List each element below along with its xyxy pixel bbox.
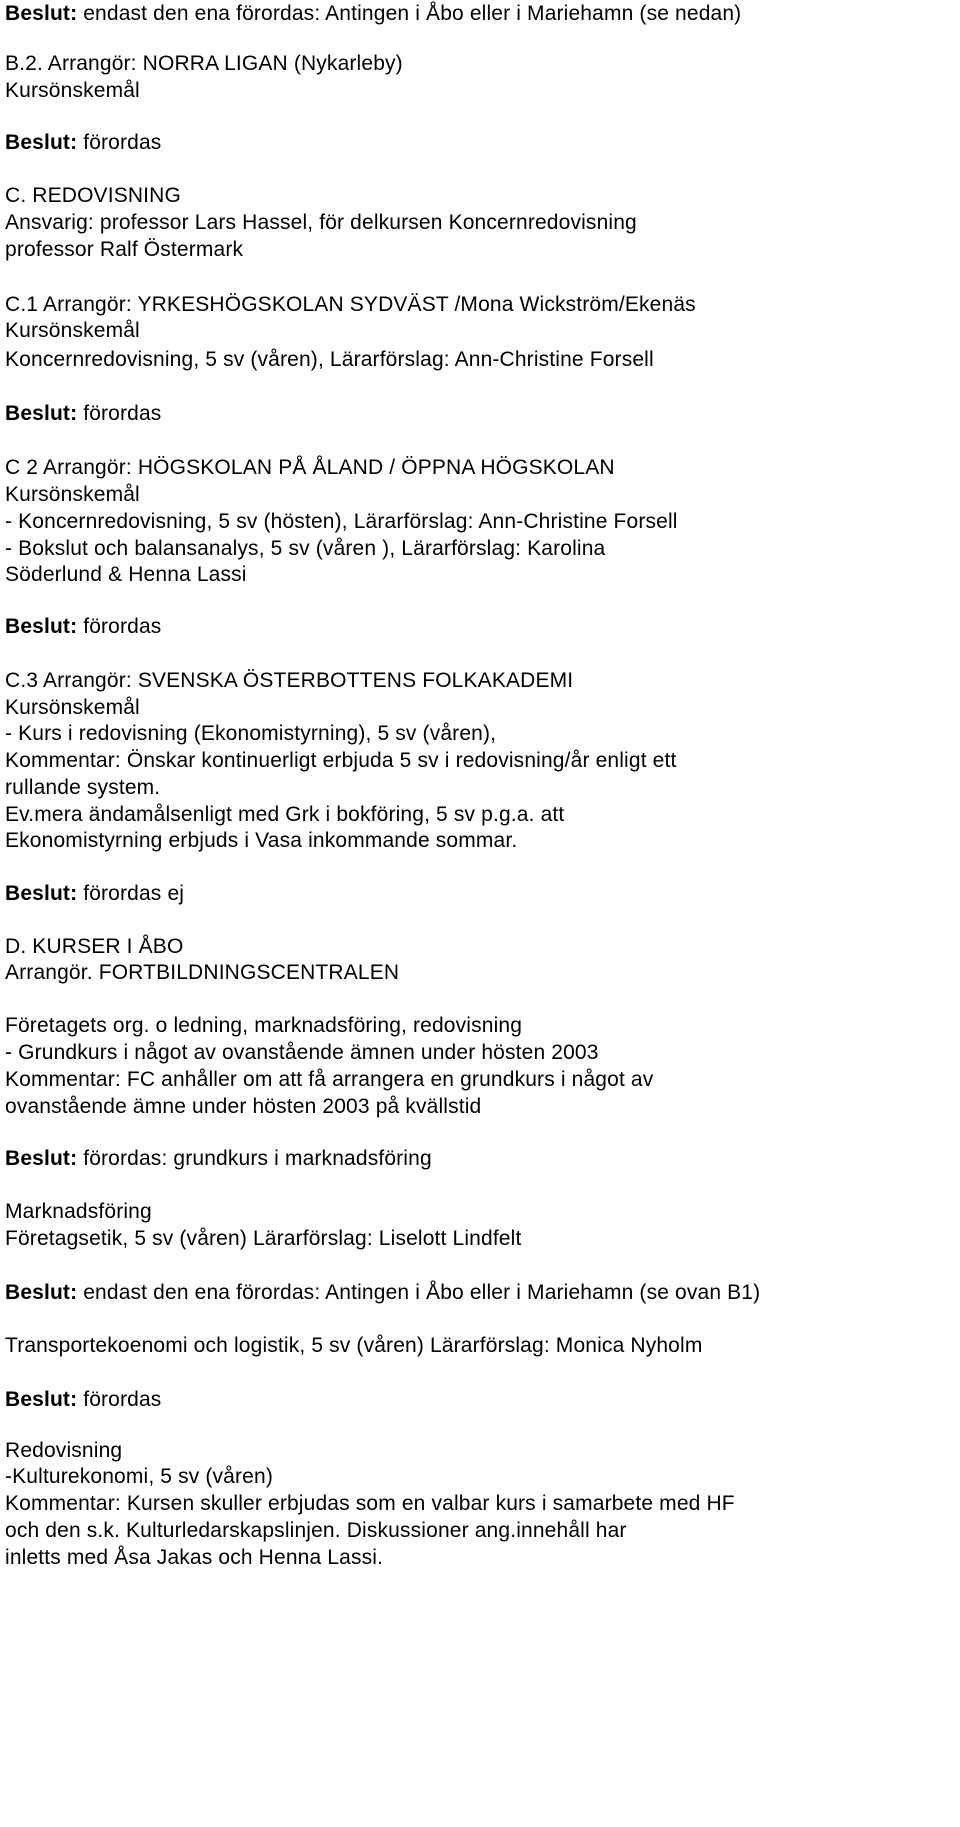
line-text: förordas: grundkurs i marknadsföring	[77, 1147, 432, 1170]
line-text: Kursönskemål	[5, 79, 140, 102]
decision-label: Beslut:	[5, 882, 78, 905]
line-text: -Kulturekonomi, 5 sv (våren)	[5, 1465, 273, 1488]
line-text: Söderlund & Henna Lassi	[5, 563, 247, 586]
decision-label: Beslut:	[5, 615, 78, 638]
decision-line	[5, 614, 161, 640]
text-line	[5, 509, 678, 535]
line-text: förordas	[77, 402, 162, 425]
line-text: D. KURSER I ÅBO	[5, 935, 184, 958]
section-heading	[5, 292, 696, 318]
line-text: förordas	[77, 615, 162, 638]
decision-label: Beslut:	[5, 1147, 78, 1170]
decision-line	[5, 401, 161, 427]
text-line	[5, 210, 637, 236]
line-text: Kursönskemål	[5, 319, 140, 342]
text-line	[5, 1094, 481, 1120]
text-line	[5, 318, 140, 344]
decision-label: Beslut:	[5, 402, 78, 425]
decision-line	[5, 1, 741, 27]
line-text: inletts med Åsa Jakas och Henna Lassi.	[5, 1546, 384, 1569]
line-text: Kommentar: Kursen skuller erbjudas som en valbar kurs i samarbete med HF	[5, 1492, 735, 1515]
line-text: Företagets org. o ledning, marknadsföring, redovisning	[5, 1014, 523, 1037]
line-text: förordas	[77, 1388, 162, 1411]
line-text: C. REDOVISNING	[5, 184, 181, 207]
line-text: professor Ralf Östermark	[5, 238, 244, 261]
section-heading	[5, 51, 403, 77]
section-heading	[5, 1438, 122, 1464]
section-heading	[5, 668, 573, 694]
text-line	[5, 1067, 653, 1093]
text-line	[5, 1491, 735, 1517]
decision-label: Beslut:	[5, 1281, 78, 1304]
line-text: - Bokslut och balansanalys, 5 sv (våren ), Lärarförslag: Karolina	[5, 537, 606, 560]
decision-line	[5, 1146, 432, 1172]
line-text: rullande system.	[5, 776, 161, 799]
decision-label: Beslut:	[5, 131, 78, 154]
line-text: C.1 Arrangör: YRKESHÖGSKOLAN SYDVÄST /Mona Wickström/Ekenäs	[5, 293, 696, 316]
line-text: Kursönskemål	[5, 483, 140, 506]
line-text: Företagsetik, 5 sv (våren) Lärarförslag: Liselott Lindfelt	[5, 1227, 522, 1250]
decision-label: Beslut:	[5, 1388, 78, 1411]
text-line	[5, 562, 247, 588]
decision-line	[5, 881, 184, 907]
line-text: förordas	[77, 131, 162, 154]
text-line	[5, 1226, 521, 1252]
text-line	[5, 802, 564, 828]
line-text: C 2 Arrangör: HÖGSKOLAN PÅ ÅLAND / ÖPPNA HÖGSKOLAN	[5, 456, 615, 479]
text-line	[5, 748, 676, 774]
text-line	[5, 237, 243, 263]
line-text: Marknadsföring	[5, 1200, 152, 1223]
line-text: Kommentar: Önskar kontinuerligt erbjuda 5 sv i redovisning/år enligt ett	[5, 749, 677, 772]
line-text: - Koncernredovisning, 5 sv (hösten), Lärarförslag: Ann-Christine Forsell	[5, 510, 678, 533]
decision-line	[5, 1280, 760, 1306]
line-text: endast den ena förordas: Antingen i Åbo eller i Mariehamn (se ovan B1)	[77, 1281, 761, 1304]
line-text: Kommentar: FC anhåller om att få arrangera en grundkurs i något av	[5, 1068, 654, 1091]
line-text: Ekonomistyrning erbjuds i Vasa inkommande sommar.	[5, 829, 518, 852]
text-line	[5, 1013, 522, 1039]
line-text: endast den ena förordas: Antingen i Åbo eller i Mariehamn (se nedan)	[77, 2, 742, 25]
section-heading	[5, 455, 615, 481]
text-line	[5, 78, 140, 104]
text-line	[5, 721, 496, 747]
text-line	[5, 1518, 627, 1544]
line-text: Ev.mera ändamålsenligt med Grk i bokföring, 5 sv p.g.a. att	[5, 803, 565, 826]
text-line	[5, 1333, 702, 1359]
text-line	[5, 695, 140, 721]
line-text: Ansvarig: professor Lars Hassel, för delkursen Koncernredovisning	[5, 211, 637, 234]
text-line	[5, 536, 605, 562]
text-line	[5, 347, 654, 373]
line-text: Arrangör. FORTBILDNINGSCENTRALEN	[5, 961, 400, 984]
line-text: C.3 Arrangör: SVENSKA ÖSTERBOTTENS FOLKAKADEMI	[5, 669, 574, 692]
line-text: - Kurs i redovisning (Ekonomistyrning), 5 sv (våren),	[5, 722, 497, 745]
decision-label: Beslut:	[5, 2, 78, 25]
line-text: ovanstående ämne under hösten 2003 på kvällstid	[5, 1095, 482, 1118]
line-text: Koncernredovisning, 5 sv (våren), Lärarförslag: Ann-Christine Forsell	[5, 348, 654, 371]
text-line	[5, 828, 517, 854]
line-text: och den s.k. Kulturledarskapslinjen. Diskussioner ang.innehåll har	[5, 1519, 627, 1542]
text-line	[5, 482, 140, 508]
text-line	[5, 1545, 383, 1571]
decision-line	[5, 1387, 161, 1413]
section-heading	[5, 183, 181, 209]
text-line	[5, 1464, 273, 1490]
line-text: - Grundkurs i något av ovanstående ämnen under hösten 2003	[5, 1041, 599, 1064]
line-text: förordas ej	[77, 882, 185, 905]
text-line	[5, 775, 160, 801]
text-line	[5, 1040, 599, 1066]
line-text: B.2. Arrangör: NORRA LIGAN (Nykarleby)	[5, 52, 403, 75]
line-text: Kursönskemål	[5, 696, 140, 719]
line-text: Transportekoenomi och logistik, 5 sv (våren) Lärarförslag: Monica Nyholm	[5, 1334, 703, 1357]
section-heading	[5, 1199, 152, 1225]
section-heading	[5, 934, 183, 960]
text-line	[5, 960, 399, 986]
decision-line	[5, 130, 161, 156]
line-text: Redovisning	[5, 1439, 123, 1462]
